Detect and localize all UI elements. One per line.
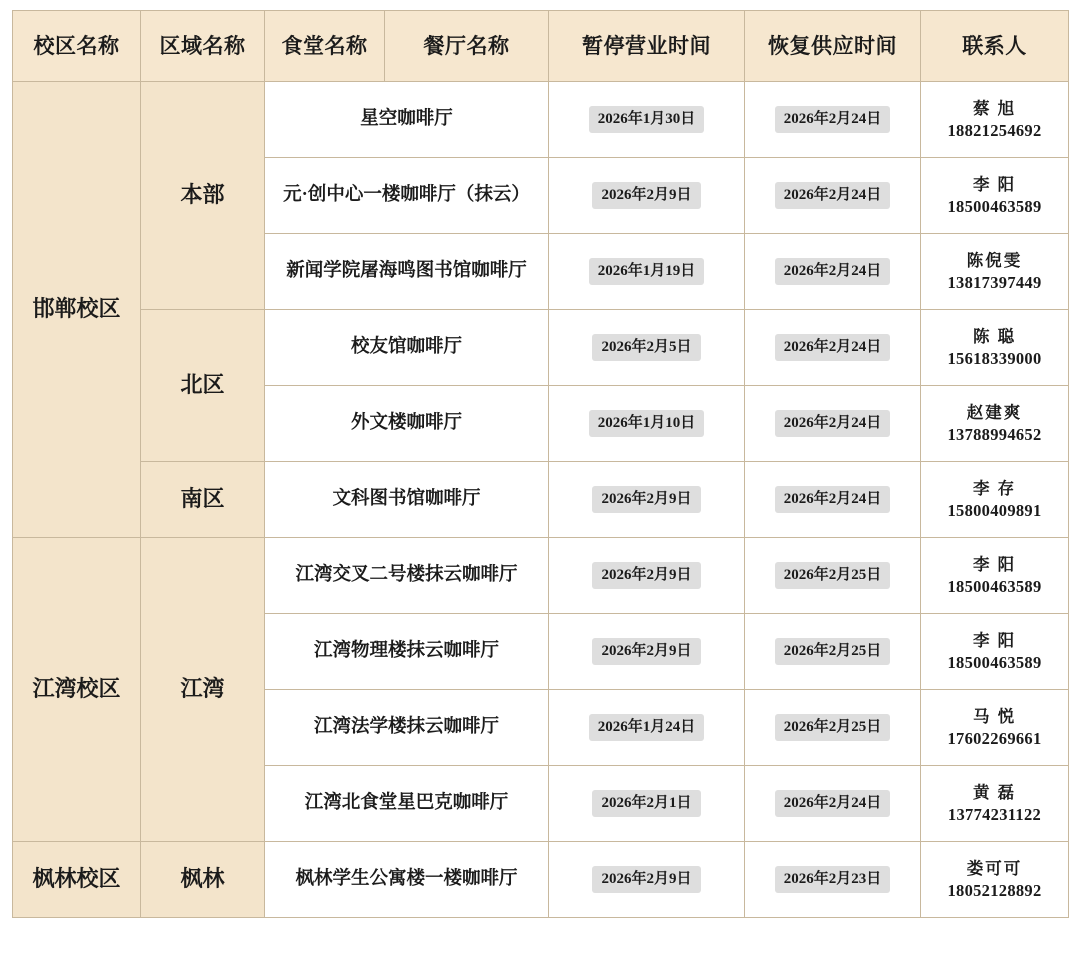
cell-resume-date <box>745 842 921 918</box>
table-row <box>13 538 1069 614</box>
cell-resume-date <box>745 614 921 690</box>
table-row <box>13 842 1069 918</box>
pause-date-pill: 2026年2月1日 <box>592 790 700 817</box>
cell-resume-date <box>745 234 921 310</box>
resume-date-pill: 2026年2月23日 <box>775 866 891 893</box>
cell-zone-name: 江湾 <box>141 538 265 842</box>
cell-contact <box>921 82 1069 158</box>
pause-date-pill: 2026年2月5日 <box>592 334 700 361</box>
column-header-resume-time: 恢复供应时间 <box>745 11 921 82</box>
resume-date-pill: 2026年2月24日 <box>775 486 891 513</box>
cell-restaurant-name: 枫林学生公寓楼一楼咖啡厅 <box>265 842 549 918</box>
cell-pause-date <box>549 234 745 310</box>
cell-restaurant-name: 新闻学院屠海鸣图书馆咖啡厅 <box>265 234 549 310</box>
cell-resume-date <box>745 82 921 158</box>
contact-phone: 15618339000 <box>947 348 1042 368</box>
pause-date-pill: 2026年2月9日 <box>592 866 700 893</box>
cell-restaurant-name: 江湾北食堂星巴克咖啡厅 <box>265 766 549 842</box>
contact-phone: 13788994652 <box>947 424 1042 444</box>
resume-date-pill: 2026年2月24日 <box>775 182 891 209</box>
column-header-contact: 联系人 <box>921 11 1069 82</box>
table-row <box>13 462 1069 538</box>
cell-restaurant-name: 元·创中心一楼咖啡厅（抹云） <box>265 158 549 234</box>
column-header-zone: 区域名称 <box>141 11 265 82</box>
cell-pause-date <box>549 766 745 842</box>
resume-date-pill: 2026年2月24日 <box>775 106 891 133</box>
pause-date-pill: 2026年2月9日 <box>592 182 700 209</box>
cell-pause-date <box>549 158 745 234</box>
resume-date-pill: 2026年2月25日 <box>775 714 891 741</box>
resume-date-pill: 2026年2月24日 <box>775 334 891 361</box>
cell-contact <box>921 234 1069 310</box>
cell-restaurant-name: 校友馆咖啡厅 <box>265 310 549 386</box>
cell-contact <box>921 690 1069 766</box>
contact-name: 李 存 <box>972 479 1017 499</box>
cell-campus-name: 枫林校区 <box>13 842 141 918</box>
resume-date-pill: 2026年2月24日 <box>775 790 891 817</box>
cafeteria-suspension-table <box>12 10 1069 918</box>
column-header-canteen: 食堂名称 <box>265 11 385 82</box>
cell-contact <box>921 614 1069 690</box>
cell-zone-name: 本部 <box>141 82 265 310</box>
cell-pause-date <box>549 842 745 918</box>
contact-phone: 18500463589 <box>947 196 1042 216</box>
cell-contact <box>921 386 1069 462</box>
contact-name: 蔡 旭 <box>972 99 1017 119</box>
resume-date-pill: 2026年2月24日 <box>775 410 891 437</box>
cell-pause-date <box>549 386 745 462</box>
table-header <box>13 11 1069 82</box>
table-row <box>13 310 1069 386</box>
table-header-row <box>13 11 1069 82</box>
cell-restaurant-name: 外文楼咖啡厅 <box>265 386 549 462</box>
cell-zone-name: 枫林 <box>141 842 265 918</box>
cell-resume-date <box>745 310 921 386</box>
cell-contact <box>921 766 1069 842</box>
contact-name: 黄 磊 <box>972 783 1017 803</box>
resume-date-pill: 2026年2月24日 <box>775 258 891 285</box>
column-header-pause-time: 暂停营业时间 <box>549 11 745 82</box>
cell-zone-name: 北区 <box>141 310 265 462</box>
contact-phone: 18052128892 <box>947 880 1042 900</box>
cell-pause-date <box>549 82 745 158</box>
resume-date-pill: 2026年2月25日 <box>775 638 891 665</box>
cell-restaurant-name: 星空咖啡厅 <box>265 82 549 158</box>
pause-date-pill: 2026年1月30日 <box>589 106 705 133</box>
cell-resume-date <box>745 538 921 614</box>
table-body <box>13 82 1069 918</box>
cell-contact <box>921 310 1069 386</box>
contact-phone: 18821254692 <box>947 120 1042 140</box>
column-header-restaurant: 餐厅名称 <box>385 11 549 82</box>
cell-restaurant-name: 文科图书馆咖啡厅 <box>265 462 549 538</box>
contact-phone: 13817397449 <box>947 272 1042 292</box>
pause-date-pill: 2026年2月9日 <box>592 638 700 665</box>
cell-contact <box>921 158 1069 234</box>
cell-resume-date <box>745 386 921 462</box>
cell-restaurant-name: 江湾法学楼抹云咖啡厅 <box>265 690 549 766</box>
cell-restaurant-name: 江湾交叉二号楼抹云咖啡厅 <box>265 538 549 614</box>
contact-name: 马 悦 <box>972 707 1017 727</box>
cell-contact <box>921 842 1069 918</box>
column-header-campus: 校区名称 <box>13 11 141 82</box>
contact-phone: 13774231122 <box>947 804 1042 824</box>
pause-date-pill: 2026年2月9日 <box>592 486 700 513</box>
cell-contact <box>921 538 1069 614</box>
pause-date-pill: 2026年1月19日 <box>589 258 705 285</box>
pause-date-pill: 2026年2月9日 <box>592 562 700 589</box>
contact-name: 李 阳 <box>972 175 1017 195</box>
contact-phone: 17602269661 <box>947 728 1042 748</box>
contact-name: 陈 聪 <box>972 327 1017 347</box>
pause-date-pill: 2026年1月24日 <box>589 714 705 741</box>
contact-name: 赵建爽 <box>966 403 1023 423</box>
pause-date-pill: 2026年1月10日 <box>589 410 705 437</box>
cell-pause-date <box>549 462 745 538</box>
cell-pause-date <box>549 690 745 766</box>
cell-campus-name: 江湾校区 <box>13 538 141 842</box>
contact-name: 娄可可 <box>966 859 1023 879</box>
cell-contact <box>921 462 1069 538</box>
contact-name: 陈倪雯 <box>966 251 1023 271</box>
contact-phone: 15800409891 <box>947 500 1042 520</box>
cell-campus-name: 邯郸校区 <box>13 82 141 538</box>
cell-resume-date <box>745 158 921 234</box>
cell-zone-name: 南区 <box>141 462 265 538</box>
cell-resume-date <box>745 766 921 842</box>
cell-pause-date <box>549 538 745 614</box>
contact-phone: 18500463589 <box>947 652 1042 672</box>
cell-pause-date <box>549 310 745 386</box>
table-row <box>13 82 1069 158</box>
contact-phone: 18500463589 <box>947 576 1042 596</box>
cell-resume-date <box>745 462 921 538</box>
resume-date-pill: 2026年2月25日 <box>775 562 891 589</box>
cell-resume-date <box>745 690 921 766</box>
cell-restaurant-name: 江湾物理楼抹云咖啡厅 <box>265 614 549 690</box>
contact-name: 李 阳 <box>972 555 1017 575</box>
contact-name: 李 阳 <box>972 631 1017 651</box>
cell-pause-date <box>549 614 745 690</box>
